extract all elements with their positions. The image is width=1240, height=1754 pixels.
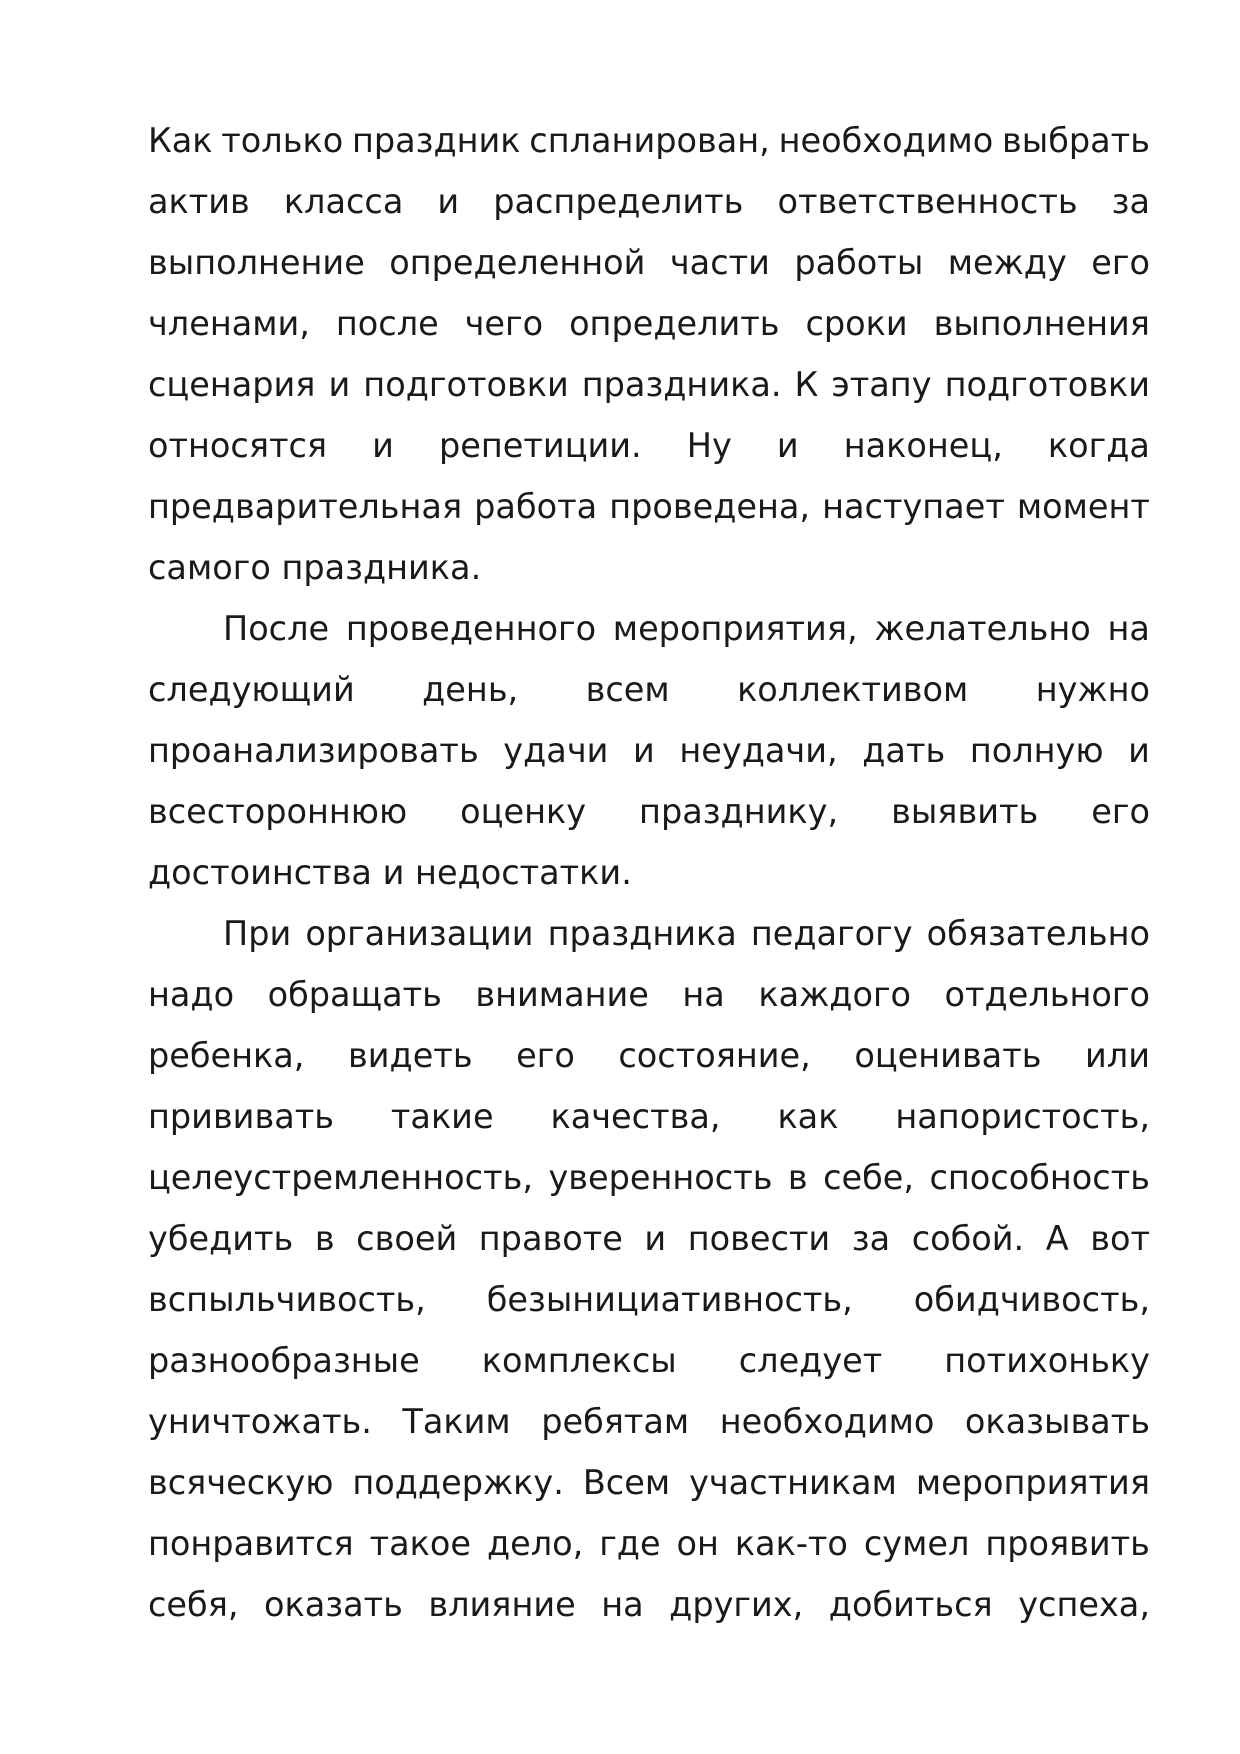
- text-word: определенной: [389, 243, 646, 282]
- text-word: повести: [687, 1219, 831, 1258]
- text-word: сумел: [863, 1524, 970, 1563]
- text-word: наконец,: [843, 426, 1003, 465]
- text-line: [148, 964, 1150, 1025]
- text-word: ребенка,: [148, 1036, 305, 1075]
- text-line: [148, 1147, 1150, 1208]
- text-word: желательно: [874, 609, 1091, 648]
- text-word: подготовки: [363, 365, 569, 404]
- text-word: Как: [148, 121, 213, 160]
- text-line: [148, 1269, 1150, 1330]
- text-word: членами,: [148, 304, 310, 343]
- text-word: выявить: [891, 792, 1039, 831]
- text-word: Всем: [582, 1463, 671, 1502]
- text-word: добиться: [828, 1585, 993, 1624]
- text-word: подготовки: [944, 365, 1150, 404]
- text-word: своей: [356, 1219, 458, 1258]
- text-word: мероприятия,: [612, 609, 858, 648]
- text-word: собой.: [911, 1219, 1025, 1258]
- text-word: и: [776, 426, 799, 465]
- text-word: убедить: [148, 1219, 294, 1258]
- text-word: только: [221, 121, 344, 160]
- text-word: за: [1111, 182, 1150, 221]
- text-word: выполнение: [148, 243, 365, 282]
- text-word: выполнения: [933, 304, 1150, 343]
- text-word: успеха,: [1018, 1585, 1150, 1624]
- text-word: следующий: [148, 670, 355, 709]
- text-word: спланирован,: [529, 121, 770, 160]
- text-word: оценку: [460, 792, 587, 831]
- text-word: напористость,: [895, 1097, 1150, 1136]
- text-word: или: [1085, 1036, 1150, 1075]
- text-word: дело,: [486, 1524, 584, 1563]
- text-word: себя,: [148, 1585, 239, 1624]
- text-word: участникам: [689, 1463, 897, 1502]
- text-word: относятся: [148, 426, 328, 465]
- text-word: как-то: [734, 1524, 848, 1563]
- text-word: потихоньку: [944, 1341, 1150, 1380]
- text-line: [148, 293, 1150, 354]
- text-word: этапу: [831, 365, 932, 404]
- text-word: определить: [569, 304, 780, 343]
- text-word: и: [372, 426, 394, 465]
- text-word: проведенного: [345, 609, 597, 648]
- text-line: [148, 1025, 1150, 1086]
- text-word: А: [1045, 1219, 1069, 1258]
- text-word: необходимо: [778, 121, 994, 160]
- text-word: момент: [1016, 487, 1150, 526]
- text-word: всем: [585, 670, 670, 709]
- text-word: предварительная: [148, 487, 463, 526]
- text-word: в: [314, 1219, 335, 1258]
- text-word: и: [633, 731, 655, 770]
- text-word: комплексы: [481, 1341, 677, 1380]
- text-word: других,: [669, 1585, 804, 1624]
- text-word: его: [516, 1036, 575, 1075]
- text-word: нужно: [1035, 670, 1150, 709]
- text-word: после: [335, 304, 439, 343]
- text-line: [148, 720, 1150, 781]
- text-word: на: [1107, 609, 1150, 648]
- text-word: он: [676, 1524, 719, 1563]
- text-word: При: [223, 914, 292, 953]
- text-word: отдельного: [944, 975, 1150, 1014]
- text-word: репетиции.: [439, 426, 642, 465]
- text-word: каждого: [758, 975, 912, 1014]
- text-word: и: [328, 365, 351, 404]
- text-word: сроки: [805, 304, 908, 343]
- text-word: себе,: [823, 1158, 915, 1197]
- text-word: прививать: [148, 1097, 334, 1136]
- text-word: сценария: [148, 365, 316, 404]
- text-line: [148, 171, 1150, 232]
- text-word: работы: [794, 243, 924, 282]
- text-word: за: [851, 1219, 891, 1258]
- text-word: Таким: [402, 1402, 511, 1441]
- text-word: неудачи,: [679, 731, 838, 770]
- text-word: проанализировать: [148, 731, 479, 770]
- text-word: обязательно: [926, 914, 1150, 953]
- text-word: правоте: [478, 1219, 623, 1258]
- text-word: качества,: [550, 1097, 721, 1136]
- text-word: в: [787, 1158, 808, 1197]
- text-word: организации: [305, 914, 534, 953]
- text-word: После: [223, 609, 330, 648]
- text-word: распределить: [493, 182, 744, 221]
- body-text: [148, 110, 1150, 1635]
- text-word: безынициативность,: [486, 1280, 853, 1319]
- text-word: оценивать: [854, 1036, 1042, 1075]
- text-word: достоинства и недостатки.: [148, 853, 632, 892]
- text-word: разнообразные: [148, 1341, 420, 1380]
- text-word: обращать: [267, 975, 442, 1014]
- text-word: всестороннюю: [148, 792, 408, 831]
- text-word: целеустремленность,: [148, 1158, 533, 1197]
- text-word: всяческую: [148, 1463, 334, 1502]
- text-line: [148, 1391, 1150, 1452]
- text-word: праздника: [547, 914, 737, 953]
- text-line: [148, 903, 1150, 964]
- text-word: и: [437, 182, 460, 221]
- text-line: [148, 110, 1150, 171]
- text-word: понравится: [148, 1524, 354, 1563]
- text-word: класса: [283, 182, 404, 221]
- text-word: мероприятия: [915, 1463, 1150, 1502]
- text-word: следует: [738, 1341, 883, 1380]
- text-word: и: [644, 1219, 667, 1258]
- text-line: [148, 781, 1150, 842]
- text-word: педагогу: [750, 914, 913, 953]
- text-line: [148, 1452, 1150, 1513]
- text-word: его: [1091, 792, 1150, 831]
- text-word: выбрать: [1002, 121, 1150, 160]
- text-word: и: [1128, 731, 1150, 770]
- text-word: на: [601, 1585, 644, 1624]
- text-word: чего: [464, 304, 544, 343]
- text-line: [148, 1574, 1150, 1635]
- text-word: где: [599, 1524, 661, 1563]
- text-line: [148, 598, 1150, 659]
- text-word: самого праздника.: [148, 548, 482, 587]
- text-word: части: [669, 243, 770, 282]
- text-word: его: [1091, 243, 1150, 282]
- text-word: влияние: [428, 1585, 576, 1624]
- text-word: уверенность: [548, 1158, 773, 1197]
- text-line: [148, 842, 1150, 903]
- text-word: видеть: [348, 1036, 473, 1075]
- text-word: день,: [422, 670, 519, 709]
- text-word: полную: [969, 731, 1104, 770]
- text-line: [148, 354, 1150, 415]
- text-line: [148, 415, 1150, 476]
- text-word: такое: [369, 1524, 472, 1563]
- text-word: ответственность: [777, 182, 1078, 221]
- text-line: [148, 232, 1150, 293]
- text-word: праздник: [351, 121, 521, 160]
- text-line: [148, 1086, 1150, 1147]
- text-line: [148, 1513, 1150, 1574]
- text-word: удачи: [503, 731, 609, 770]
- text-word: необходимо: [719, 1402, 935, 1441]
- text-word: празднику,: [639, 792, 839, 831]
- text-line: [148, 1330, 1150, 1391]
- text-word: способность: [929, 1158, 1150, 1197]
- text-word: состояние,: [618, 1036, 811, 1075]
- text-word: дать: [862, 731, 946, 770]
- text-word: надо: [148, 975, 235, 1014]
- text-word: как: [777, 1097, 839, 1136]
- text-word: К: [794, 365, 819, 404]
- text-word: оказывать: [964, 1402, 1150, 1441]
- text-word: когда: [1047, 426, 1150, 465]
- text-word: вот: [1090, 1219, 1150, 1258]
- text-word: наступает: [822, 487, 1005, 526]
- text-word: между: [947, 243, 1067, 282]
- text-word: обидчивость,: [913, 1280, 1150, 1319]
- text-word: Ну: [686, 426, 732, 465]
- text-word: праздника.: [581, 365, 782, 404]
- text-line: [148, 537, 1150, 598]
- text-word: актив: [148, 182, 250, 221]
- text-word: проявить: [985, 1524, 1150, 1563]
- text-word: на: [682, 975, 725, 1014]
- text-word: работа: [474, 487, 598, 526]
- text-word: оказать: [264, 1585, 403, 1624]
- text-word: ребятам: [541, 1402, 690, 1441]
- text-word: вспыльчивость,: [148, 1280, 426, 1319]
- text-word: внимание: [475, 975, 649, 1014]
- text-line: [148, 1208, 1150, 1269]
- text-line: [148, 476, 1150, 537]
- text-line: [148, 659, 1150, 720]
- text-word: проведена,: [609, 487, 811, 526]
- text-word: такие: [390, 1097, 494, 1136]
- text-word: поддержку.: [352, 1463, 564, 1502]
- text-word: уничтожать.: [148, 1402, 372, 1441]
- text-word: коллективом: [737, 670, 969, 709]
